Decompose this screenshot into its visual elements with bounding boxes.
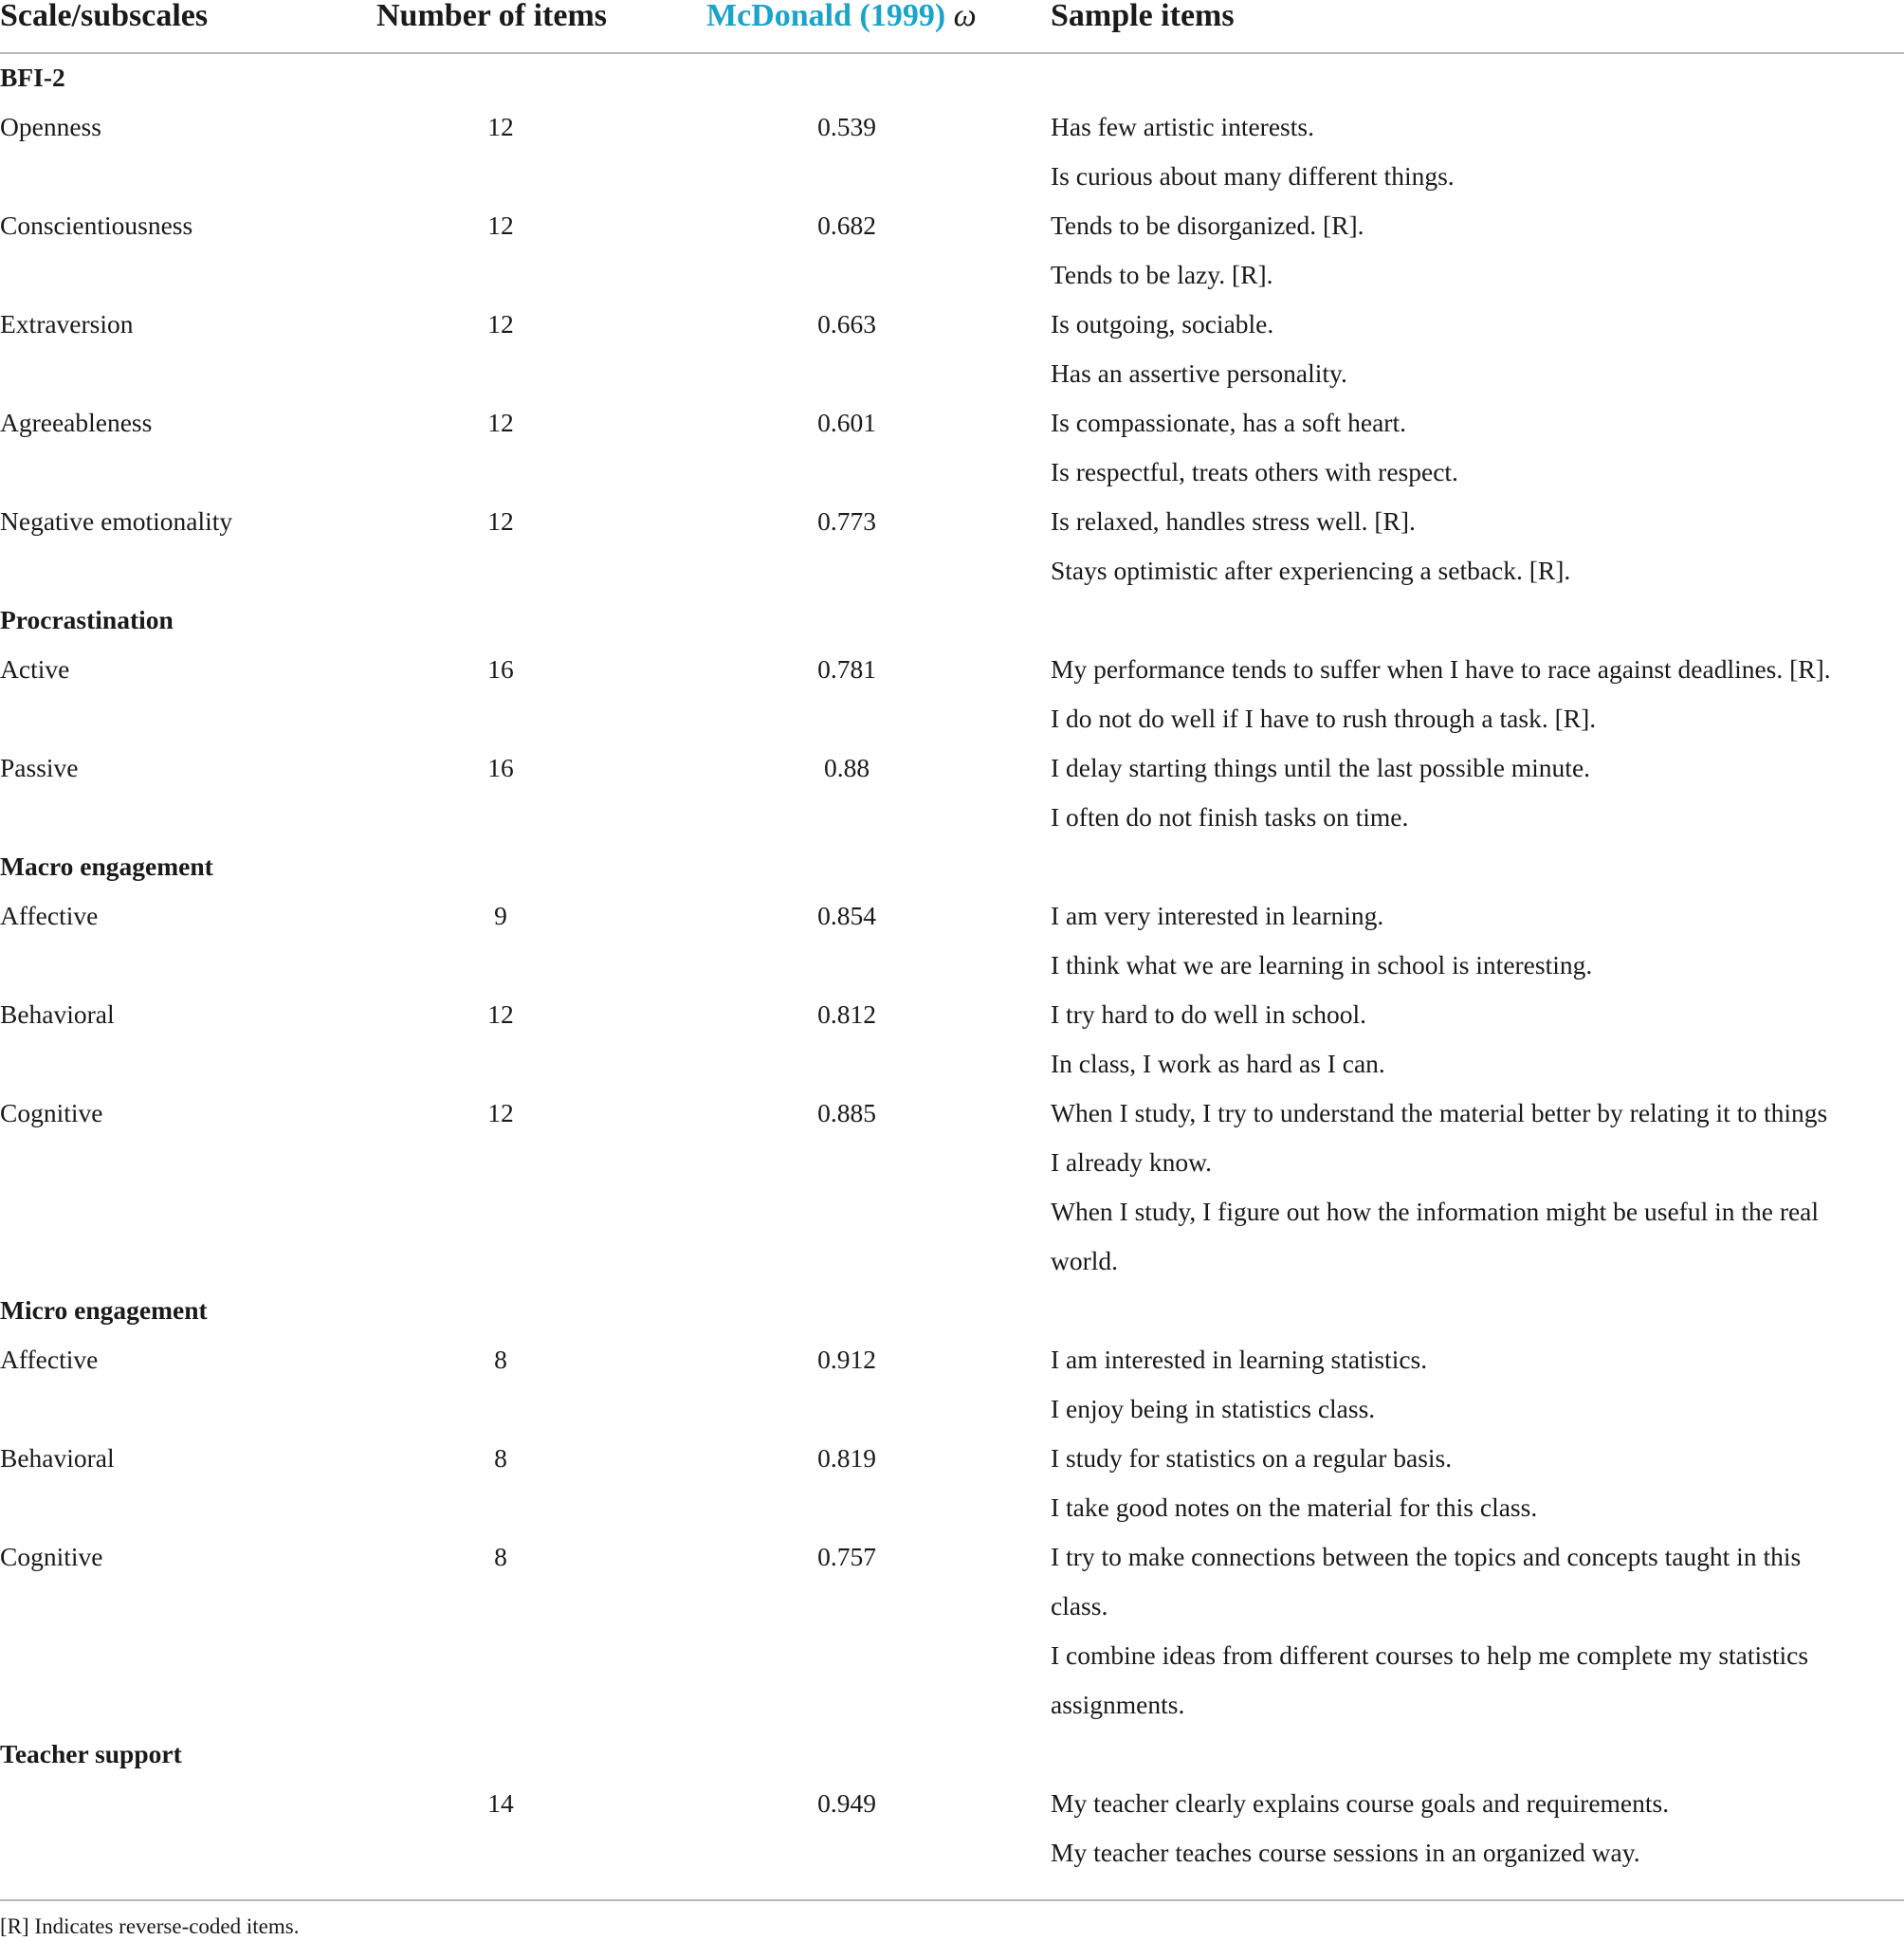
cell-scale: Cognitive [0, 1098, 103, 1127]
cell-scale: Extraversion [0, 309, 134, 339]
header-number-of-items: Number of items [376, 0, 607, 33]
table-row [0, 1483, 1904, 1532]
table-row [0, 1631, 1904, 1680]
cell-omega: 0.885 [817, 1098, 876, 1127]
cell-omega: 0.781 [817, 654, 876, 684]
cell-number-of-items: 12 [487, 112, 514, 141]
table-row [0, 1335, 1904, 1384]
header-scale-subscales: Scale/subscales [0, 0, 209, 33]
table-row [0, 546, 1904, 595]
table-row [0, 793, 1904, 842]
cell-sample-item: I think what we are learning in school is interesting. [1051, 950, 1593, 980]
cell-sample-item: My teacher teaches course sessions in an organized way. [1051, 1838, 1640, 1867]
cell-number-of-items: 16 [487, 753, 514, 782]
cell-number-of-items: 14 [487, 1788, 514, 1818]
cell-number-of-items: 9 [494, 901, 507, 930]
table-row [0, 448, 1904, 497]
cell-omega: 0.912 [817, 1345, 876, 1374]
cell-scale: Passive [0, 753, 79, 782]
cell-scale: Behavioral [0, 1443, 115, 1473]
cell-number-of-items: 12 [487, 1098, 514, 1127]
cell-scale: Negative emotionality [0, 506, 233, 536]
cell-number-of-items: 12 [487, 309, 514, 339]
section-row [0, 842, 1904, 891]
table-row [0, 743, 1904, 793]
table-row [0, 1039, 1904, 1089]
cell-number-of-items: 12 [487, 999, 514, 1029]
cell-sample-item: I take good notes on the material for this class. [1051, 1492, 1538, 1522]
table-row [0, 1384, 1904, 1434]
cell-scale: Behavioral [0, 999, 115, 1029]
table-header [0, 0, 1904, 53]
table-row [0, 1532, 1904, 1582]
table-row [0, 201, 1904, 250]
bottom-rule [0, 1899, 1904, 1901]
cell-sample-item: I try to make connections between the topics and concepts taught in this [1051, 1542, 1802, 1571]
cell-omega: 0.88 [823, 753, 870, 782]
table-row [0, 152, 1904, 201]
cell-sample-item: In class, I work as hard as I can. [1051, 1049, 1385, 1078]
cell-sample-item: assignments. [1051, 1690, 1185, 1719]
header-omega [706, 0, 977, 32]
cell-omega: 0.601 [817, 408, 876, 437]
cell-number-of-items: 12 [487, 506, 514, 536]
cell-sample-item: My teacher clearly explains course goals and requirements. [1051, 1788, 1670, 1818]
cell-scale: Cognitive [0, 1542, 103, 1571]
cell-scale: Affective [0, 1345, 99, 1374]
cell-sample-item: My performance tends to suffer when I have to race against deadlines. [R]. [1051, 654, 1831, 684]
cell-omega: 0.819 [817, 1443, 876, 1473]
cell-omega: 0.539 [817, 112, 876, 141]
table-row [0, 694, 1904, 743]
cell-sample-item: Stays optimistic after experiencing a setback. [R]. [1051, 556, 1571, 585]
header-sample-items: Sample items [1051, 0, 1235, 33]
cell-sample-item: Is curious about many different things. [1051, 161, 1455, 191]
table-row [0, 941, 1904, 990]
table-row [0, 398, 1904, 448]
omega-symbol: ω [953, 0, 977, 33]
cell-number-of-items: 8 [494, 1542, 507, 1571]
cell-sample-item: Tends to be lazy. [R]. [1051, 260, 1273, 289]
table-row [0, 1138, 1904, 1187]
section-row [0, 1286, 1904, 1335]
table-row [0, 497, 1904, 546]
table-row [0, 645, 1904, 694]
cell-omega: 0.663 [817, 309, 876, 339]
cell-sample-item: I do not do well if I have to rush through a task. [R]. [1051, 704, 1597, 733]
cell-number-of-items: 16 [487, 654, 514, 684]
table-footnote: [R] Indicates reverse-coded items. [0, 1914, 300, 1938]
cell-sample-item: Is compassionate, has a soft heart. [1051, 408, 1406, 437]
cell-omega: 0.773 [817, 506, 876, 536]
cell-sample-item: I enjoy being in statistics class. [1051, 1394, 1376, 1423]
cell-scale: Affective [0, 901, 99, 930]
table-row [0, 102, 1904, 152]
table-row [0, 1434, 1904, 1483]
cell-scale: Macro engagement [0, 851, 213, 881]
cell-sample-item: I try hard to do well in school. [1051, 999, 1366, 1029]
cell-number-of-items: 12 [487, 211, 514, 240]
section-row [0, 595, 1904, 645]
cell-scale: Openness [0, 112, 101, 141]
cell-omega: 0.812 [817, 999, 876, 1029]
cell-sample-item: Is outgoing, sociable. [1051, 309, 1274, 339]
cell-sample-item: I combine ideas from different courses to help me complete my statistics [1051, 1640, 1809, 1670]
table-row [0, 250, 1904, 300]
cell-scale: Micro engagement [0, 1295, 208, 1325]
table-row [0, 300, 1904, 349]
table-row [0, 1680, 1904, 1730]
table-row [0, 891, 1904, 941]
section-row [0, 53, 1904, 102]
cell-scale: Teacher support [0, 1739, 182, 1768]
cell-omega: 0.949 [817, 1788, 876, 1818]
cell-omega: 0.854 [817, 901, 876, 930]
cell-sample-item: Tends to be disorganized. [R]. [1051, 211, 1364, 240]
table-row [0, 990, 1904, 1039]
cell-sample-item: I delay starting things until the last possible minute. [1051, 753, 1591, 782]
cell-sample-item: I am interested in learning statistics. [1051, 1345, 1428, 1374]
cell-sample-item: Has an assertive personality. [1051, 358, 1347, 388]
cell-omega: 0.757 [817, 1542, 876, 1571]
table-row [0, 1236, 1904, 1286]
cell-sample-item: When I study, I try to understand the material better by relating it to things [1051, 1098, 1828, 1127]
cell-scale: Procrastination [0, 605, 174, 634]
cell-sample-item: I study for statistics on a regular basis. [1051, 1443, 1453, 1473]
cell-scale: Active [0, 654, 70, 684]
table-row [0, 349, 1904, 398]
mcdonald-citation-link[interactable]: McDonald (1999) [706, 0, 946, 33]
table-row [0, 1187, 1904, 1236]
cell-sample-item: I am very interested in learning. [1051, 901, 1384, 930]
cell-number-of-items: 8 [494, 1443, 507, 1473]
cell-sample-item: world. [1051, 1246, 1119, 1275]
table-row [0, 1779, 1904, 1828]
table-row [0, 1828, 1904, 1877]
table-row [0, 1582, 1904, 1631]
cell-sample-item: class. [1051, 1591, 1108, 1621]
cell-omega: 0.682 [817, 211, 876, 240]
cell-scale: BFI-2 [0, 63, 65, 92]
cell-sample-item: I often do not finish tasks on time. [1051, 802, 1409, 832]
cell-sample-item: When I study, I figure out how the information might be useful in the real [1051, 1197, 1820, 1226]
cell-scale: Conscientiousness [0, 211, 193, 240]
cell-number-of-items: 8 [494, 1345, 507, 1374]
cell-scale: Agreeableness [0, 408, 153, 437]
section-row [0, 1730, 1904, 1779]
table-row [0, 1089, 1904, 1138]
cell-sample-item: I already know. [1051, 1147, 1213, 1177]
cell-sample-item: Is respectful, treats others with respect. [1051, 457, 1458, 486]
cell-sample-item: Has few artistic interests. [1051, 112, 1314, 141]
cell-number-of-items: 12 [487, 408, 514, 437]
cell-sample-item: Is relaxed, handles stress well. [R]. [1051, 506, 1416, 536]
